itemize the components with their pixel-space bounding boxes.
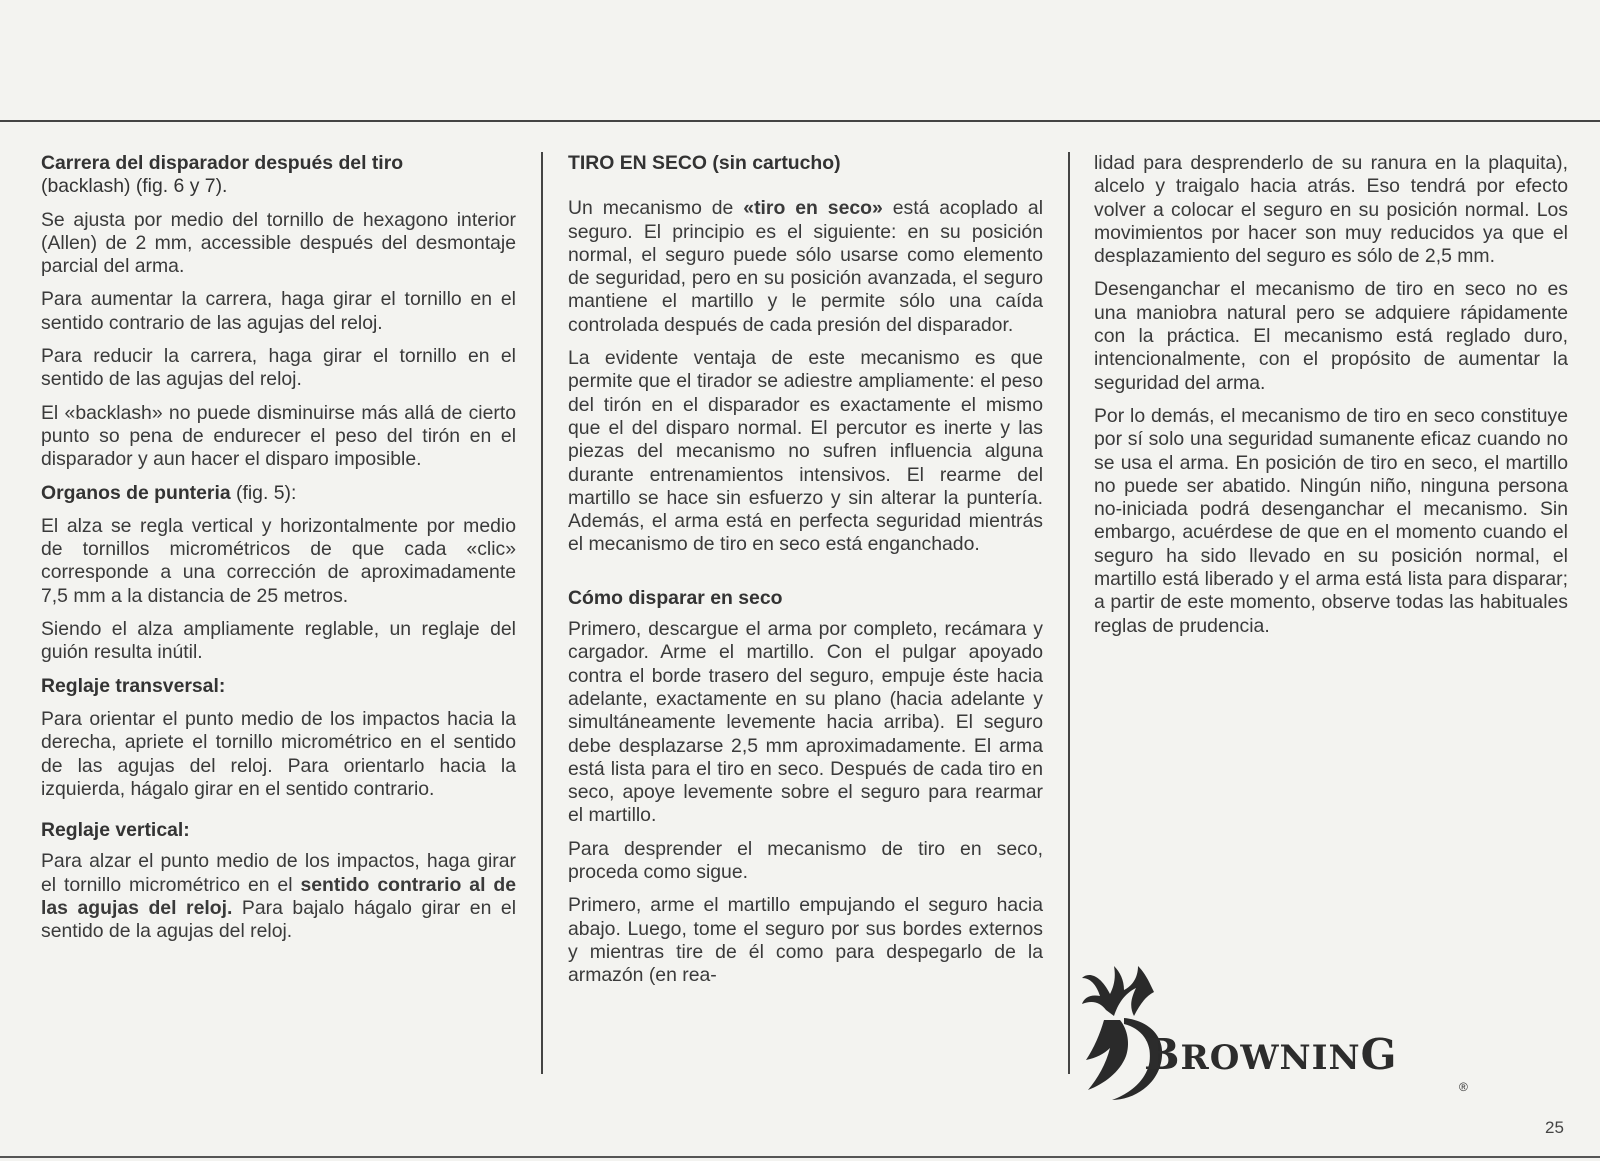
heading-how-to-dry-fire: Cómo disparar en seco xyxy=(568,586,783,609)
paragraph: Un mecanismo de «tiro en seco» está acoplado al seguro. El principio es el siguiente: en su posición normal, el seguro puede sólo usarse como elemento de seguridad, pero en su posición avanzada, el seguro mantiene el martillo y le permite sólo una caída controlada después de cada presión del disparador. xyxy=(568,197,1044,336)
paragraph: Para reducir la carrera, haga girar el tornillo en el sentido de las agujas del reloj. xyxy=(41,345,516,391)
paragraph: El alza se regla vertical y horizontalmente por medio de tornillos micrométricos de que cada «clic» corresponde a una corrección de aproximadamente 7,5 mm a la distancia de 25 metros. xyxy=(41,514,516,607)
paragraph: Se ajusta por medio del tornillo de hexagono interior (Allen) de 2 mm, accessible después del desmontaje parcial del arma. xyxy=(41,208,516,278)
paragraph: Desenganchar el mecanismo de tiro en seco no es una maniobra natural pero se adquiere rápidamente con la práctica. El mecanismo está reglado duro, intencionalmente, con el propósito de aumentar la seguridad del arma. xyxy=(1094,278,1568,394)
heading-elevation: Reglaje vertical: xyxy=(41,819,190,842)
column-1 xyxy=(41,152,516,954)
paragraph: Para aumentar la carrera, haga girar el tornillo en el sentido contrario de las agujas del reloj. xyxy=(41,288,516,334)
heading-sights: Organos de punteria (fig. 5): xyxy=(41,481,297,504)
top-rule xyxy=(0,120,1600,122)
bottom-rule xyxy=(0,1156,1600,1158)
paragraph: Primero, descargue el arma por completo, recámara y cargador. Arme el martillo. Con el pulgar apoyado contra el borde trasero del seguro, empuje éste hacia adelante, exactamente en su plano (hacia adelante y simultáneamente levemente hacia arriba). El seguro debe desplazarse 2,5 mm aproximadamente. El arma está lista para el tiro en seco. Después de cada tiro en seco, apoye levemente sobre el seguro para rearmar el martillo. xyxy=(568,618,1043,827)
paragraph: lidad para desprenderlo de su ranura en la plaquita), alcelo y traigalo hacia atrás. Eso tendrá por efecto volver a colocar el seguro en su posición normal. Los movimientos por hacer son muy reducidos ya que el desplazamiento del seguro es sólo de 2,5 mm. xyxy=(1094,152,1568,268)
column-divider-2 xyxy=(1068,152,1070,1074)
heading-windage: Reglaje transversal: xyxy=(41,674,226,697)
column-2 xyxy=(568,152,1043,998)
paragraph: Para desprender el mecanismo de tiro en seco, proceda como sigue. xyxy=(568,837,1043,884)
paragraph: Por lo demás, el mecanismo de tiro en seco constituye por sí solo una seguridad sumanente eficaz cuando no se usa el arma. En posición de tiro en seco, el martillo no puede ser abatido. Ningún niño, ninguna persona no-iniciada podrá desenganchar el mecanismo. Sin embargo, acuérdese de que en el momento cuando el seguro ha sido llevado en su posición normal, el martillo está liberado y el arma está lista para disparar; a partir de este momento, observe todas las habituales reglas de prudencia. xyxy=(1094,404,1568,637)
registered-mark: ® xyxy=(1459,1080,1468,1094)
page-number: 25 xyxy=(1545,1118,1564,1137)
paragraph: Para alzar el punto medio de los impactos, haga girar el tornillo micrométrico en el sentido contrario al de las agujas del reloj. Para bajalo hágalo girar en el sentido de la agujas del reloj. xyxy=(41,850,517,943)
column-divider-1 xyxy=(541,152,543,1074)
paragraph: La evidente ventaja de este mecanismo es que permite que el tirador se adiestre ampliamente: el peso del tirón en el disparador es exactamente el mismo que el del disparo normal. El percutor es inerte y las piezas del mecanismo no sufren influencia alguna durante entrenamientos intensivos. El rearme del martillo se hace sin esfuerzo y sin alterar la puntería. Además, el arma está en perfecta seguridad mientrás el mecanismo de tiro en seco está enganchado. xyxy=(568,347,1043,556)
heading-trigger-backlash: Carrera del disparador después del tiro (backlash) (fig. 6 y 7). xyxy=(41,152,404,198)
paragraph: Siendo el alza ampliamente reglable, un reglaje del guión resulta inútil. xyxy=(41,618,516,664)
column-3 xyxy=(1094,152,1568,648)
paragraph: El «backlash» no puede disminuirse más allá de cierto punto so pena de endurecer el peso del tirón en el disparador y aun hacer el disparo imposible. xyxy=(41,401,516,471)
brand-wordmark: BROWNING xyxy=(1144,1030,1398,1079)
heading-dry-fire: TIRO EN SECO (sin cartucho) xyxy=(568,152,841,174)
paragraph: Primero, arme el martillo empujando el seguro hacia abajo. Luego, tome el seguro por sus bordes externos y mientras tire de él como para despegarlo de la armazón (en rea- xyxy=(568,894,1043,987)
paragraph: Para orientar el punto medio de los impactos hacia la derecha, apriete el tornillo micrométrico en el sentido de las agujas del reloj. Para orientarlo hacia la izquierda, hágalo girar en el sentido contrario. xyxy=(41,707,516,800)
